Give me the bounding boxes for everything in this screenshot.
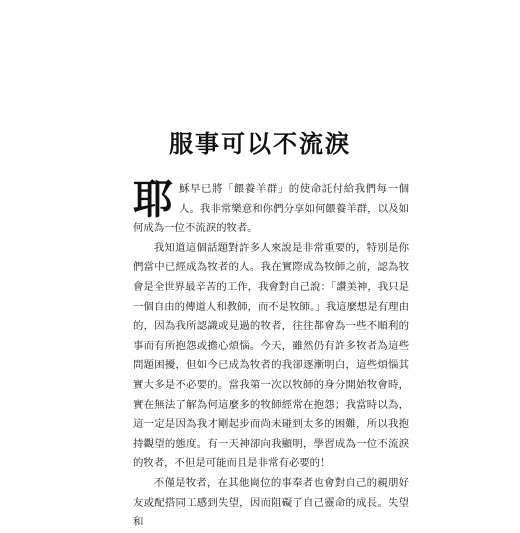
- chapter-title: 服事可以不流淚: [169, 129, 351, 159]
- chapter-body: [133, 176, 409, 533]
- drop-cap: 耶: [133, 176, 173, 223]
- paragraph-3: 不僅是牧者，在其他崗位的事奉者也會對自己的親朋好友或配搭同工感到失望，因而阻礙了自己靈命的成長。失望和: [133, 476, 409, 529]
- paragraph-1: [133, 176, 409, 239]
- paragraph-2: 我知道這個話題對許多人來說是非常重要的，特別是你們當中已經成為牧者的人。我在實際成為牧師之前，認為牧會是全世界最辛苦的工作，我會對自己說：「讚美神，我只是一個自由的傳道人和教師，而不是牧師。」我這麼想是有理由的，因為我所認識或見過的牧者，往往都會為一些不順利的事而有所抱怨或擔心煩惱。今天，雖然仍有許多牧者為這些問題困擾，但如今已成為牧者的我卻逐漸明白，這些煩惱其實大多是不必要的。當我第一次以牧師的身分開始牧會時，實在無法了解為何這麼多的牧師經常在抱怨；我當時以為，這一定是因為我才剛起步而尚未碰到太多的困難，所以我抱持觀望的態度。有一天神卻向我顯明，學習成為一位不流淚的牧者，不但是可能而且是非常有必要的！: [133, 241, 409, 470]
- paragraph-1-text: 穌早已將「餵養羊群」的使命託付給我們每一個人。我非常樂意和你們分享如何餵養羊群，以及如何成為一位不流淚的牧者。: [133, 183, 409, 235]
